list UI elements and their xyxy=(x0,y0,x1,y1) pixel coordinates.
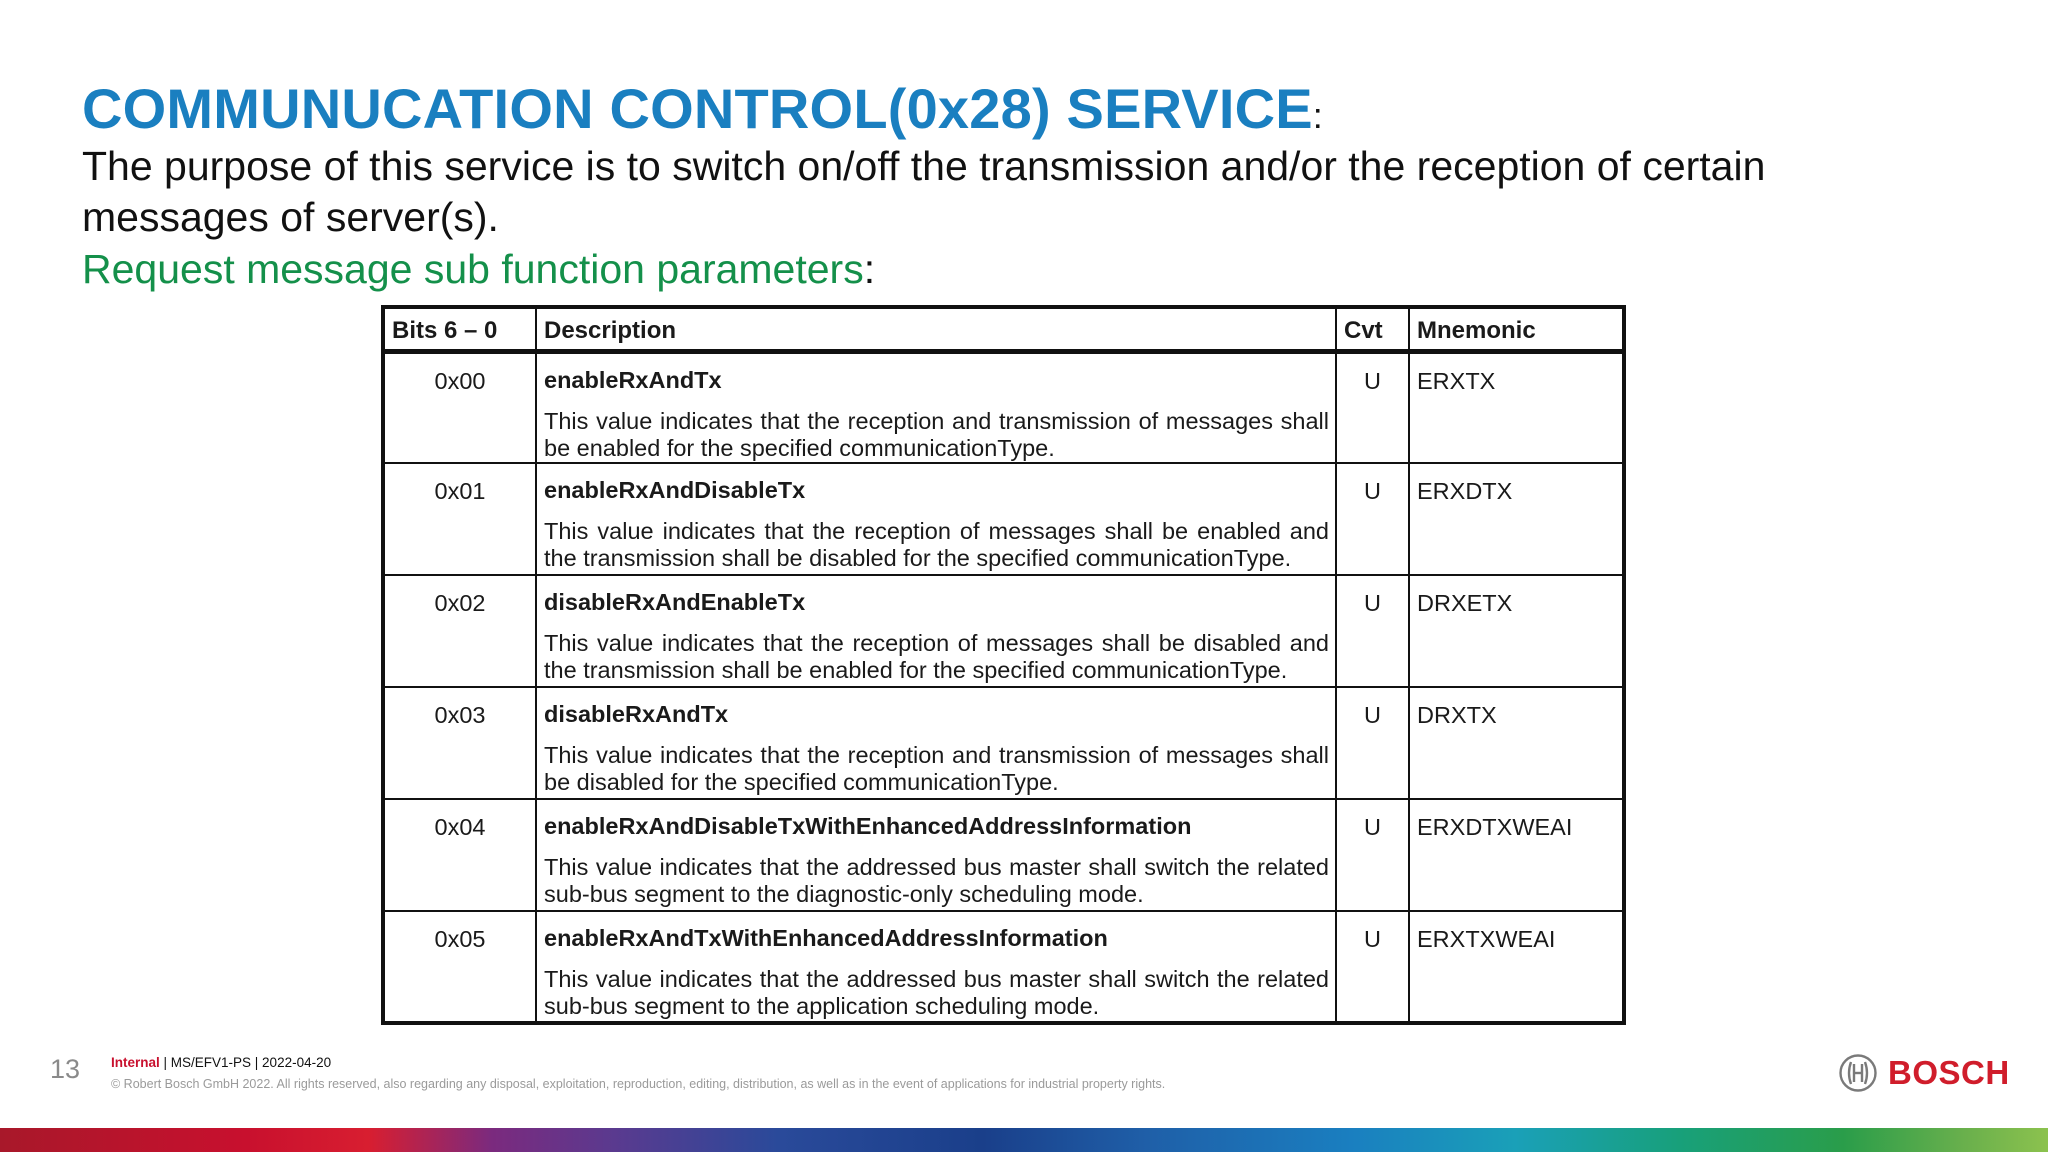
sub-heading-text: Request message sub function parameters xyxy=(82,246,864,292)
table-row xyxy=(383,463,1624,575)
row-function-text: This value indicates that the reception of messages shall be disabled and the transmission shall be enabled for the specified communicationType. xyxy=(544,630,1329,683)
bosch-logo xyxy=(1838,1053,2010,1093)
classification-label: Internal xyxy=(111,1055,160,1070)
row-description xyxy=(536,351,1336,463)
header-cvt: Cvt xyxy=(1336,307,1409,351)
row-function-text: This value indicates that the reception and transmission of messages shall be enabled for the specified communicationType. xyxy=(544,407,1329,461)
row-mnemonic: DRXETX xyxy=(1409,575,1624,687)
row-function-name: enableRxAndDisableTxWithEnhancedAddressInformation xyxy=(544,813,1192,839)
row-code: 0x03 xyxy=(383,687,536,799)
row-description xyxy=(536,575,1336,687)
sub-heading-colon: : xyxy=(863,246,876,292)
header-description: Description xyxy=(536,307,1336,351)
bosch-armature-icon xyxy=(1838,1053,1878,1093)
header-mnemonic: Mnemonic xyxy=(1409,307,1624,351)
row-function-text: This value indicates that the addressed bus master shall switch the related sub-bus segment to the diagnostic-only scheduling mode. xyxy=(544,854,1329,907)
slide-title-colon: : xyxy=(1312,95,1323,136)
row-cvt: U xyxy=(1336,911,1409,1023)
row-description xyxy=(536,799,1336,911)
sub-function-table xyxy=(381,305,1626,1025)
row-function-name: enableRxAndDisableTx xyxy=(544,477,806,503)
row-description xyxy=(536,911,1336,1023)
row-function-name: enableRxAndTx xyxy=(544,366,722,393)
header-bits: Bits 6 – 0 xyxy=(383,307,536,351)
slide-description: The purpose of this service is to switch on/off the transmission and/or the reception of certain messages of server(s). xyxy=(82,143,1766,240)
row-code: 0x00 xyxy=(383,351,536,463)
row-description xyxy=(536,687,1336,799)
bosch-logo-text: BOSCH xyxy=(1888,1054,2010,1091)
table-row xyxy=(383,351,1624,463)
row-cvt: U xyxy=(1336,463,1409,575)
row-function-text: This value indicates that the reception and transmission of messages shall be disabled for the specified communicationType. xyxy=(544,742,1329,795)
table-row xyxy=(383,575,1624,687)
row-function-name: disableRxAndTx xyxy=(544,701,729,727)
row-cvt: U xyxy=(1336,351,1409,463)
row-cvt: U xyxy=(1336,575,1409,687)
row-function-text: This value indicates that the addressed bus master shall switch the related sub-bus segment to the application scheduling mode. xyxy=(544,966,1329,1019)
row-mnemonic: ERXDTXWEAI xyxy=(1409,799,1624,911)
page-number: 13 xyxy=(50,1054,81,1084)
row-code: 0x04 xyxy=(383,799,536,911)
row-mnemonic: ERXTXWEAI xyxy=(1409,911,1624,1023)
row-function-name: enableRxAndTxWithEnhancedAddressInformation xyxy=(544,925,1108,951)
row-code: 0x01 xyxy=(383,463,536,575)
table-row xyxy=(383,911,1624,1023)
table-row xyxy=(383,799,1624,911)
row-cvt: U xyxy=(1336,799,1409,911)
table-header-row xyxy=(383,307,1624,351)
sub-heading xyxy=(82,244,875,295)
footer-copyright: © Robert Bosch GmbH 2022. All rights reserved, also regarding any disposal, exploitation, reproduction, editing, distribution, as well as in the event of applications for industrial property rights. xyxy=(111,1077,1166,1091)
row-cvt: U xyxy=(1336,687,1409,799)
row-function-text: This value indicates that the reception of messages shall be enabled and the transmission shall be disabled for the specified communicationType. xyxy=(544,518,1329,571)
brand-color-bar xyxy=(0,1128,2048,1152)
row-mnemonic: ERXDTX xyxy=(1409,463,1624,575)
row-mnemonic: DRXTX xyxy=(1409,687,1624,799)
footer-meta xyxy=(111,1055,331,1070)
footer-meta-text: | MS/EFV1-PS | 2022-04-20 xyxy=(159,1055,332,1070)
row-code: 0x05 xyxy=(383,911,536,1023)
slide-title-text: COMMUNUCATION CONTROL(0x28) SERVICE xyxy=(82,77,1313,140)
row-code: 0x02 xyxy=(383,575,536,687)
slide-title xyxy=(82,76,1323,141)
row-function-name: disableRxAndEnableTx xyxy=(544,589,806,615)
table-row xyxy=(383,687,1624,799)
row-mnemonic: ERXTX xyxy=(1409,351,1624,463)
row-description xyxy=(536,463,1336,575)
